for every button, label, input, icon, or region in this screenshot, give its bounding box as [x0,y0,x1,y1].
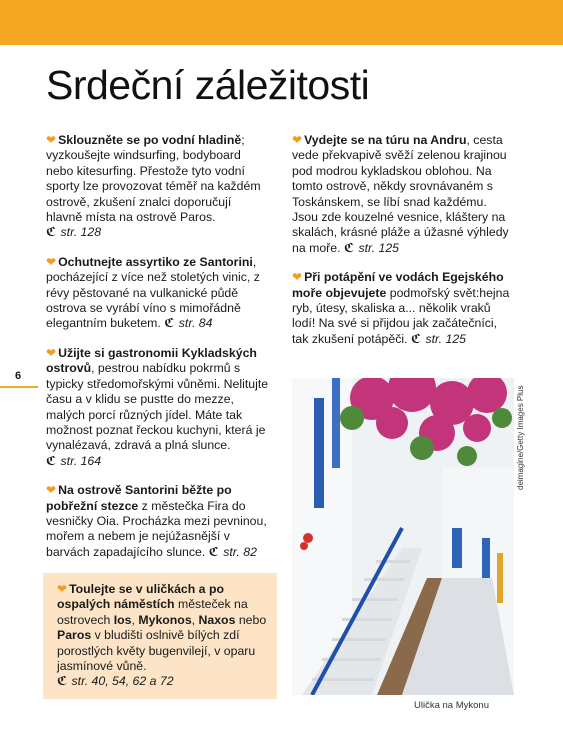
tip-text: , pestrou nabídku pokrmů s typicky středomořskými vůněmi. Nelitujte času a v klidu se pustte do mezze, malých porcí různých jídel. Máte tak možnost poznat řeckou kuchyni, která je vynalézavá, zdravá a plná slunce. [46,361,269,453]
page-reference-text: str. 125 [358,240,400,255]
page-number-marker [0,386,38,388]
page-reference-text: str. 40, 54, 62 a 72 [71,674,174,689]
heart-icon: ❤ [57,582,68,596]
tip-item [292,270,516,347]
highlight-box [43,573,277,699]
tip-item [46,255,270,332]
page-reference[interactable] [46,225,101,239]
photo-caption: Ulička na Mykonu [414,700,489,711]
page-reference-text: str. 84 [178,316,213,331]
island-name: Paros [57,628,92,643]
page-reference[interactable] [57,674,174,688]
tip-text: nebo [235,612,267,627]
page-reference-icon: ℭ [46,225,57,240]
mykonos-alley-photo [292,378,514,695]
tip-text: podmořský svět:hejna ryb, útesy, skaliska a... několik vraků lodí! Na své si přijdou jak začátečníci, tak zkušení potápěči. [292,285,510,346]
page-reference[interactable] [164,316,212,330]
page-reference[interactable] [411,332,466,346]
left-column [46,133,270,574]
separator: , [191,612,199,627]
page-reference-icon: ℭ [343,240,355,255]
page-reference-icon: ℭ [410,331,422,346]
heart-icon: ❤ [46,483,57,498]
tip-lead: Užijte si gastronomii Kykladských ostrovů [46,345,257,376]
heart-icon: ❤ [292,133,303,147]
tip-item [46,346,270,469]
tip-text: ; vyzkoušejte windsurfing, bodyboard nebo kitesurfing. Přestože tyto vodní sporty lze provozovat téměř na každém ostrově, zkušení znalci doporučují hlavně místa na ostrově Paros. [46,133,261,225]
tip-lead: Sklouzněte se po vodní hladině [58,133,242,147]
tip-text: , cesta vede překvapivě svěží zelenou krajinou pod modrou kykladskou oblohou. Na tomto ostrově, někdy srovnávaném s Toskánskem, se líbí snad každému. Jsou zde kouzelné vesnice, kláštery na skalách, krásné pláže a úžasné výhledy na moře. [292,133,509,255]
photo-credit: deimagine/Getty Images Plus [516,385,525,490]
page-reference-text: str. 164 [60,453,102,468]
page-reference[interactable] [46,454,101,468]
page-reference-icon: ℭ [208,544,219,559]
page-reference-icon: ℭ [46,453,57,468]
tip-item [292,133,516,256]
tip-item [46,133,270,241]
tip-text: z městečka Fira do vesničky Oia. Procházka mezi pevninou, mořem a nebem je nejúžasnější v barvách zapadajícího slunce. [46,498,267,559]
page-reference-icon: ℭ [164,316,175,331]
page-number: 6 [15,370,22,382]
page-reference-icon: ℭ [57,674,68,689]
heart-icon: ❤ [46,254,57,269]
tip-lead: Při potápění ve vodách Egejského moře objevujete [292,270,504,300]
heart-icon: ❤ [292,270,303,285]
island-name: Ios [113,612,132,627]
page-title: Srdeční záležitosti [46,62,370,108]
tip-text: v bludišti oslnivě bílých zdí porostlých květy bugenvilejí, v oparu jasmínové vůně. [57,628,256,674]
page-reference-text: str. 128 [60,225,102,240]
page-reference[interactable] [344,241,399,255]
page-reference-text: str. 82 [223,544,257,559]
separator: , [131,612,139,627]
tip-item [46,483,270,560]
tip-lead: Toulejte se v uličkách a po ospalých náměstích [57,582,224,612]
right-column [292,133,516,361]
tip-lead: Vydejte se na túru na Andru [304,133,467,147]
photo-illustration [292,378,514,695]
page-reference-text: str. 125 [425,331,467,346]
tip-text: městeček na ostrovech [57,597,248,627]
top-accent-band [0,0,563,45]
island-name: Naxos [198,612,236,627]
heart-icon: ❤ [46,133,57,147]
page-reference[interactable] [209,545,257,559]
heart-icon: ❤ [46,345,57,360]
island-name: Mykonos [138,612,192,627]
tip-text: , pocházející z více než stoletých vinic, z révy pěstované na vulkanické půdě ostrova se vyrábí víno s mimořádně elegantním buketem. [46,254,260,331]
tip-lead: Ochutnejte assyrtiko ze Santorini [58,254,253,269]
tip-lead: Na ostrově Santorini běžte po pobřežní stezce [46,483,232,513]
